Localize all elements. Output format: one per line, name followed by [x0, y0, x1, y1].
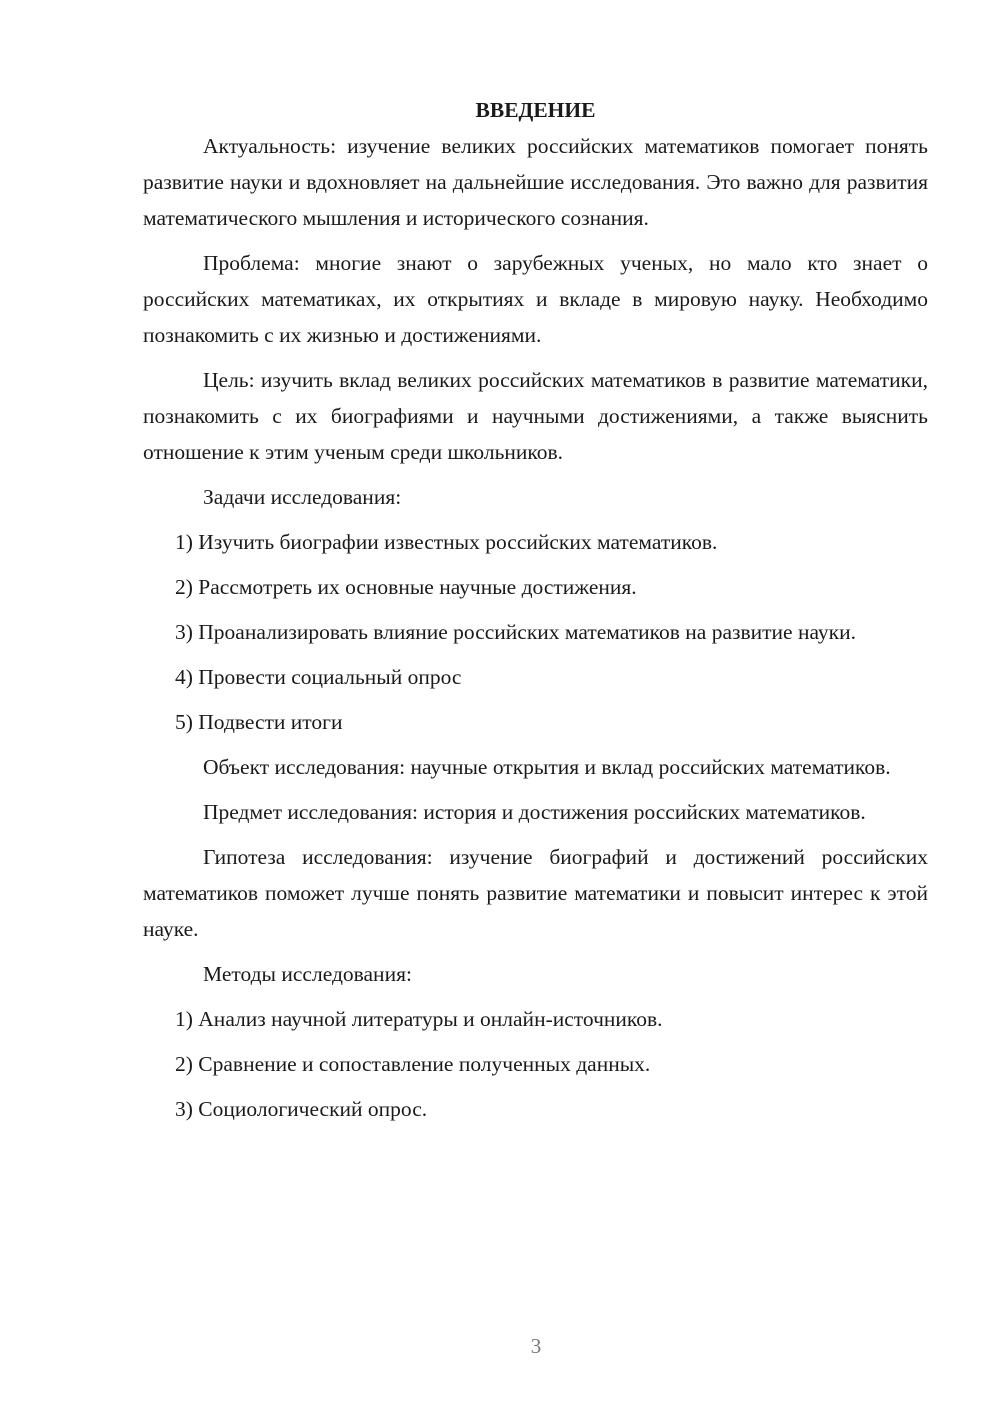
page-title: ВВЕДЕНИЕ: [475, 98, 596, 122]
page-number: 3: [530, 1334, 542, 1358]
task-item-2: 2) Рассмотреть их основные научные достижения.: [175, 575, 637, 599]
task-item-5: 5) Подвести итоги: [175, 710, 343, 734]
task-item-3: 3) Проанализировать влияние российских математиков на развитие науки.: [175, 620, 857, 644]
research-object-paragraph: Объект исследования: научные открытия и вклад российских математиков.: [203, 755, 891, 779]
hypothesis-paragraph: Гипотеза исследования: изучение биографий и достижений российских математиков поможет лучше понять развитие математики и повысит интерес к этой науке.: [143, 845, 928, 941]
tasks-heading: Задачи исследования:: [203, 485, 402, 509]
method-item-2: 2) Сравнение и сопоставление полученных данных.: [175, 1052, 651, 1076]
goal-paragraph: Цель: изучить вклад великих российских математиков в развитие математики, познакомить с их биографиями и научными достижениями, а также выяснить отношение к этим ученым среди школьников.: [143, 368, 928, 464]
relevance-paragraph: Актуальность: изучение великих российских математиков помогает понять развитие науки и вдохновляет на дальнейшие исследования. Это важно для развития математического мышления и исторического сознания.: [143, 134, 928, 230]
document-body: [143, 92, 928, 1136]
method-item-1: 1) Анализ научной литературы и онлайн-источников.: [175, 1007, 663, 1031]
problem-paragraph: Проблема: многие знают о зарубежных ученых, но мало кто знает о российских математиках, их открытиях и вкладе в мировую науку. Необходимо познакомить с их жизнью и достижениями.: [143, 251, 928, 347]
task-item-1: 1) Изучить биографии известных российских математиков.: [175, 530, 718, 554]
task-item-4: 4) Провести социальный опрос: [175, 665, 462, 689]
methods-heading: Методы исследования:: [203, 962, 412, 986]
research-subject-paragraph: Предмет исследования: история и достижения российских математиков.: [203, 800, 866, 824]
method-item-3: 3) Социологический опрос.: [175, 1097, 428, 1121]
